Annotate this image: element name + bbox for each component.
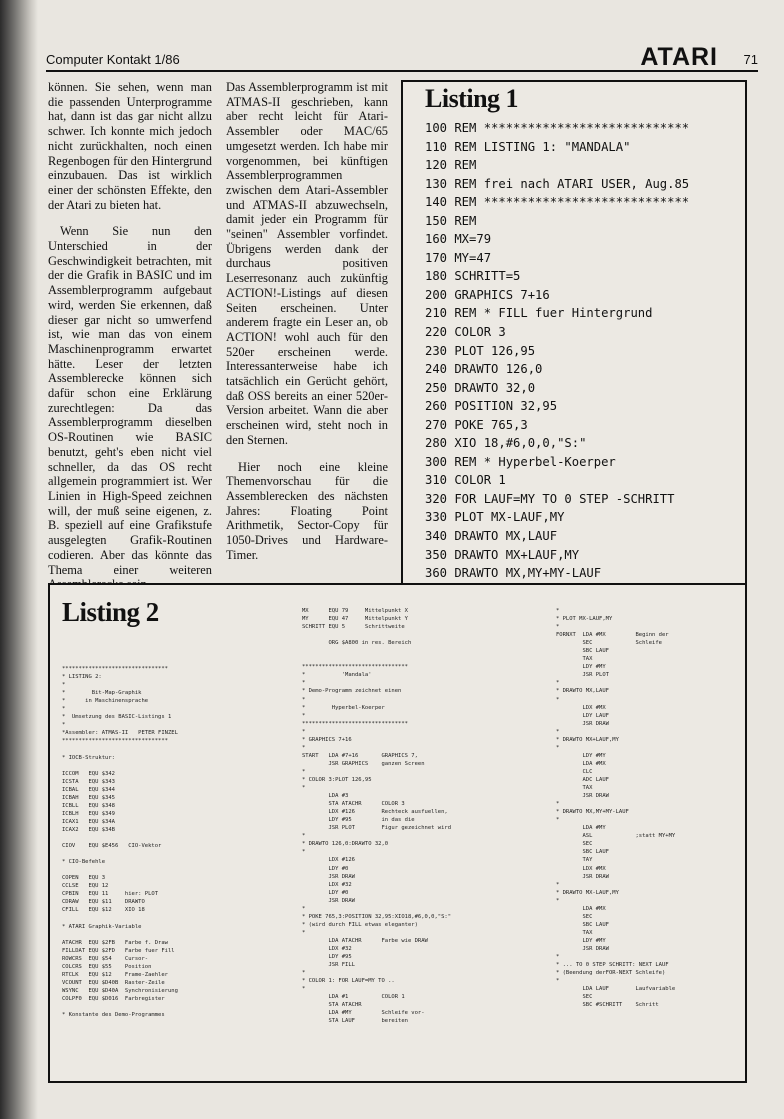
code-line: * xyxy=(302,768,306,775)
code-line: 150 REM xyxy=(425,213,477,228)
code-line: ICBAL EQU $344 xyxy=(62,786,115,793)
code-line: * COLOR 1: FOR LAUF=MY TO .. xyxy=(302,978,395,985)
code-line: 130 REM frei nach ATARI USER, Aug.85 xyxy=(425,176,690,191)
code-line: JSR DRAW xyxy=(556,793,609,800)
code-line: LDA LAUF Laufvariable xyxy=(556,986,676,993)
code-line: * Umsetzung des BASIC-Listings 1 xyxy=(62,714,172,721)
listing-2-title: Listing 2 xyxy=(62,597,159,627)
magazine-issue: Computer Kontakt 1/86 xyxy=(46,52,180,67)
code-line: 300 REM * Hyperbel-Koerper xyxy=(425,454,616,469)
listing-2-code-column-2 xyxy=(302,607,451,1025)
code-line: LDX #32 xyxy=(302,945,352,952)
code-line: * xyxy=(62,682,66,689)
code-line: * xyxy=(556,744,560,751)
code-line: LDY #MY xyxy=(556,664,606,671)
code-line: STA ATACHR COLOR 3 xyxy=(302,801,405,808)
code-line: * xyxy=(302,849,306,856)
code-line: CFILL EQU $12 XIO 18 xyxy=(62,907,145,914)
code-line: SBC #SCHRITT Schritt xyxy=(556,1002,659,1009)
code-line: * COLOR 3:PLOT 126,95 xyxy=(302,776,372,783)
code-line: * DRAWTO MX,MY+MY-LAUF xyxy=(556,809,629,816)
section-title: ATARI xyxy=(640,43,718,71)
code-line: CLC xyxy=(556,768,593,775)
code-line: 350 DRAWTO MX+LAUF,MY xyxy=(425,547,580,562)
code-line: * xyxy=(302,680,306,687)
page-header xyxy=(46,44,758,72)
code-line: SCHRITT EQU 5 Schrittweite xyxy=(302,624,405,631)
code-line: 250 DRAWTO 32,0 xyxy=(425,380,536,395)
code-line: * PLOT MX-LAUF,MY xyxy=(556,616,613,623)
paragraph: können. Sie sehen, wenn man die passenden Unterprogramme hat, dann ist das gar nicht allzu schwer. Ich konnte mich jedoch nicht zurückhalten, noch einen Regenbogen für den Hintergrund einzubauen. Das ist wirklich einer der schönsten Effekte, den der Atari zu bieten hat. xyxy=(48,80,212,212)
code-line: LDX #126 xyxy=(302,857,355,864)
code-line: * xyxy=(302,712,306,719)
code-line: 110 REM LISTING 1: "MANDALA" xyxy=(425,139,631,154)
paragraph: Wenn Sie nun den Unterschied in der Geschwindigkeit betrachten, mit der die Grafik in BASIC und im Assemblerprogramm aufgebaut wird, werden Sie erkennen, daß dieser gar nicht so umwerfend ist, wie man das von einem Maschinenprogramm erwartet hätte. Leser der letzten Assemblerecke können sich dafür schon eine Erklärung zurechtlegen: Da das Assemblerprogramm dieselben OS-Routinen wie BASIC benutzt, geht's eben nicht viel schneller, da das OS recht allgemein programmiert ist. Wer Linien in High-Speed zeichnen will, der muß seine eigenen, z. B. speziell auf eine Grafikstufe ausgelegten Grafik-Routinen codieren. Aber das könnte das Thema einer weiteren xyxy=(48,224,212,577)
code-line: * ... TO 0 STEP SCHRITT: NEXT LAUF xyxy=(556,962,669,969)
code-line: SEC Schleife xyxy=(556,640,662,647)
code-line: LDA #MY xyxy=(556,825,606,832)
code-line: * (Beendung derFOR-NEXT Schleife) xyxy=(556,970,666,977)
code-line: 180 SCHRITT=5 xyxy=(425,269,521,284)
code-line: ROWCRS EQU $54 Cursor- xyxy=(62,955,149,962)
code-line: LDY #95 in das die xyxy=(302,817,415,824)
code-line: * Hyperbel-Koerper xyxy=(302,704,385,711)
code-line: JSR DRAW xyxy=(556,945,609,952)
code-line: LDY #0 xyxy=(302,889,349,896)
listing-1-title: Listing 1 xyxy=(425,84,519,113)
code-line: * xyxy=(302,929,306,936)
article-column-1 xyxy=(48,80,212,604)
code-line: ICAX1 EQU $34A xyxy=(62,818,115,825)
listing-1-code xyxy=(425,119,689,638)
code-line: * xyxy=(556,728,560,735)
code-line: ICAX2 EQU $34B xyxy=(62,826,115,833)
listing-2-code-column-3 xyxy=(556,607,675,1009)
code-line: STA ATACHR xyxy=(302,1002,362,1009)
code-line: * LISTING 2: xyxy=(62,674,102,681)
code-line: ******************************** xyxy=(302,664,408,671)
code-line: * xyxy=(302,986,306,993)
code-line: 320 FOR LAUF=MY TO 0 STEP -SCHRITT xyxy=(425,491,675,506)
code-line: * DRAWTO 126,0:DRAWTO 32,0 xyxy=(302,841,389,848)
code-line: COPEN EQU 3 xyxy=(62,875,106,882)
code-line: LDX #MX xyxy=(556,704,606,711)
code-line: * xyxy=(302,970,306,977)
code-line: 100 REM **************************** xyxy=(425,121,690,135)
code-line: 200 GRAPHICS 7+16 xyxy=(425,287,550,302)
code-line: * Demo-Programm zeichnet einen xyxy=(302,688,402,695)
paragraph: Hier noch eine kleine Themenvorschau für die Assemblerecken des nächsten Jahres: Floating Point Arithmetik, Sector-Copy für 1050-Drives und Hardware-Timer. xyxy=(226,459,388,562)
code-line: COLCRS EQU $55 Position xyxy=(62,963,152,970)
code-line: LDY #95 xyxy=(302,954,352,961)
code-line: ASL ;statt MY+MY xyxy=(556,833,676,840)
code-line: * GRAPHICS 7+16 xyxy=(302,736,352,743)
code-line: * xyxy=(556,817,560,824)
code-line: * xyxy=(62,706,66,713)
code-line: * xyxy=(556,624,560,631)
code-line: 240 DRAWTO 126,0 xyxy=(425,362,543,377)
code-line: * (wird durch FILL etwas eleganter) xyxy=(302,921,418,928)
code-line: * DRAWTO MX-LAUF,MY xyxy=(556,889,619,896)
code-line: 120 REM xyxy=(425,158,477,173)
code-line: WSYNC EQU $D40A Synchronisierung xyxy=(62,987,178,994)
code-line: COLPF0 EQU $D016 Farbregister xyxy=(62,995,165,1002)
code-line: LDY LAUF xyxy=(556,712,609,719)
code-line: JSR FILL xyxy=(302,962,355,969)
code-line: SBC LAUF xyxy=(556,648,609,655)
code-line: * 'Mandala' xyxy=(302,672,372,679)
code-line: SEC xyxy=(556,841,593,848)
code-line: ICCOM EQU $342 xyxy=(62,770,115,777)
code-line: * xyxy=(302,785,306,792)
code-line: SBC LAUF xyxy=(556,849,609,856)
code-line: LDX #126 Rechteck ausfuellen, xyxy=(302,809,448,816)
code-line: FILLDAT EQU $2FD Farbe fuer Fill xyxy=(62,947,175,954)
code-line: LDY #MY xyxy=(556,752,606,759)
code-line: LDX #MX xyxy=(556,865,606,872)
paragraph: Das Assemblerprogramm ist mit ATMAS-II geschrieben, kann aber recht leicht für Atari-Assembler oder MAC/65 umgesetzt werden. Ich habe mir vorgenommen, bei künftigen Assemblerprogrammen zwischen dem Atari-Assembler und ATMAS-II abzuwechseln, damit jeder ein Programm für "seinen" Assembler vorfindet. Übrigens werden dank der durchaus positiven Leserresonanz auch zukünftig ACTION!-Listings auf diesen Seiten erscheinen. Unter anderem fragte ein Leser an, ob ACTION! wohl auch für den 520er erscheinen werde. Interessanterweise habe ich tatsächlich ein Gerücht gehört, daß OSS bereits an einer 520er-Version arbeitet. Wann die aber erscheinen wird, steht noch in den Sternen. xyxy=(226,80,388,447)
code-line: LDX #32 xyxy=(302,881,352,888)
code-line: ******************************** xyxy=(62,738,168,745)
code-line: JSR DRAW xyxy=(556,720,609,727)
code-line: TAX xyxy=(556,929,593,936)
code-line: 270 POKE 765,3 xyxy=(425,417,528,432)
code-line: 210 REM * FILL fuer Hintergrund xyxy=(425,306,653,321)
code-line: RTCLK EQU $12 Frame-Zaehler xyxy=(62,971,168,978)
code-line: ICBLL EQU $348 xyxy=(62,802,115,809)
code-line: CDRAW EQU $11 DRAWTO xyxy=(62,899,145,906)
code-line: LDA #MY Schleife vor- xyxy=(302,1010,425,1017)
code-line: ORG $A800 in res. Bereich xyxy=(302,640,412,647)
code-line: 260 POSITION 32,95 xyxy=(425,399,558,414)
code-line: * CIO-Befehle xyxy=(62,859,106,866)
code-line: * xyxy=(302,744,306,751)
code-line: * in Maschinensprache xyxy=(62,698,149,705)
code-line: 340 DRAWTO MX,LAUF xyxy=(425,529,558,544)
code-line: * xyxy=(302,833,306,840)
code-line: JSR PLOT xyxy=(556,672,609,679)
code-line: JSR DRAW xyxy=(302,873,355,880)
code-line: 230 PLOT 126,95 xyxy=(425,343,536,358)
code-line: * xyxy=(556,608,560,614)
code-line: LDA #3 xyxy=(302,793,349,800)
code-line: * xyxy=(556,881,560,888)
code-line: ******************************** xyxy=(302,720,408,727)
code-line: LDA #MX xyxy=(556,905,606,912)
code-line: * xyxy=(556,680,560,687)
code-line: * POKE 765,3:POSITION 32,95:XIO18,#6,0,0,"S:" xyxy=(302,913,452,920)
code-line: LDY #0 xyxy=(302,865,349,872)
code-line: ICBLH EQU $349 xyxy=(62,810,115,817)
listing-1-box xyxy=(401,80,747,587)
code-line: LDY #MY xyxy=(556,937,606,944)
listing-2-code-column-1 xyxy=(62,665,178,1019)
code-line: * Konstante des Demo-Programmes xyxy=(62,1012,165,1019)
article-column-2 xyxy=(226,80,388,601)
code-line: * xyxy=(302,728,306,735)
code-line: * xyxy=(62,722,66,729)
code-line: * xyxy=(556,801,560,808)
code-line: * ATARI Graphik-Variable xyxy=(62,923,142,930)
code-line: * xyxy=(302,905,306,912)
code-line: * Bit-Map-Graphik xyxy=(62,690,142,697)
code-line: 360 DRAWTO MX,MY+MY-LAUF xyxy=(425,566,602,581)
code-line: * IOCB-Struktur: xyxy=(62,754,115,761)
code-line: *Assembler: ATMAS-II PETER FINZEL xyxy=(62,730,178,737)
code-line: START LDA #7+16 GRAPHICS 7, xyxy=(302,752,418,759)
code-line: CIOV EQU $E456 CIO-Vektor xyxy=(62,843,162,850)
code-line: ICSTA EQU $343 xyxy=(62,778,115,785)
code-line: TAY xyxy=(556,857,593,864)
code-line: JSR DRAW xyxy=(556,873,609,880)
code-line: * xyxy=(556,897,560,904)
code-line: * DRAWTO MX+LAUF,MY xyxy=(556,736,619,743)
code-line: SEC xyxy=(556,994,593,1001)
code-line: * xyxy=(556,696,560,703)
page-number: 71 xyxy=(743,52,758,67)
code-line: TAX xyxy=(556,656,593,663)
code-line: LDA #MX xyxy=(556,760,606,767)
code-line: 280 XIO 18,#6,0,0,"S:" xyxy=(425,436,587,451)
code-line: 170 MY=47 xyxy=(425,250,492,265)
code-line: JSR DRAW xyxy=(302,897,355,904)
listing-2-box xyxy=(48,583,747,1083)
page-gutter-shadow xyxy=(0,0,38,1119)
code-line: ATACHR EQU $2FB Farbe f. Draw xyxy=(62,939,168,946)
code-line: CCLSE EQU 12 xyxy=(62,883,109,890)
code-line: FORNXT LDA #MX Beginn der xyxy=(556,632,669,639)
code-line: SEC xyxy=(556,913,593,920)
code-line: CPBIN EQU 11 hier: PLOT xyxy=(62,891,159,898)
code-line: * xyxy=(556,954,560,961)
code-line: TAX xyxy=(556,785,593,792)
code-line: LDA #1 COLOR 1 xyxy=(302,994,405,1001)
code-line: * xyxy=(302,696,306,703)
code-line: ADC LAUF xyxy=(556,776,609,783)
code-line: MY EQU 47 Mittelpunkt Y xyxy=(302,616,408,623)
code-line: 140 REM **************************** xyxy=(425,195,690,210)
code-line: STA LAUF bereiten xyxy=(302,1018,408,1025)
code-line: JSR GRAPHICS ganzen Screen xyxy=(302,760,425,767)
code-line: 160 MX=79 xyxy=(425,232,492,247)
code-line: 220 COLOR 3 xyxy=(425,325,506,340)
code-line: * DRAWTO MX,LAUF xyxy=(556,688,609,695)
code-line: LDA ATACHR Farbe wie DRAW xyxy=(302,937,428,944)
code-line: 330 PLOT MX-LAUF,MY xyxy=(425,510,565,525)
code-line: MX EQU 79 Mittelpunkt X xyxy=(302,608,408,614)
code-line: JSR PLOT Figur gezeichnet wird xyxy=(302,825,452,832)
code-line: SBC LAUF xyxy=(556,921,609,928)
code-line: VCOUNT EQU $D40B Raster-Zeile xyxy=(62,979,165,986)
code-line: 310 COLOR 1 xyxy=(425,473,506,488)
code-line: * xyxy=(556,978,560,985)
code-line: ******************************** xyxy=(62,666,168,672)
code-line: ICBAH EQU $345 xyxy=(62,794,115,801)
